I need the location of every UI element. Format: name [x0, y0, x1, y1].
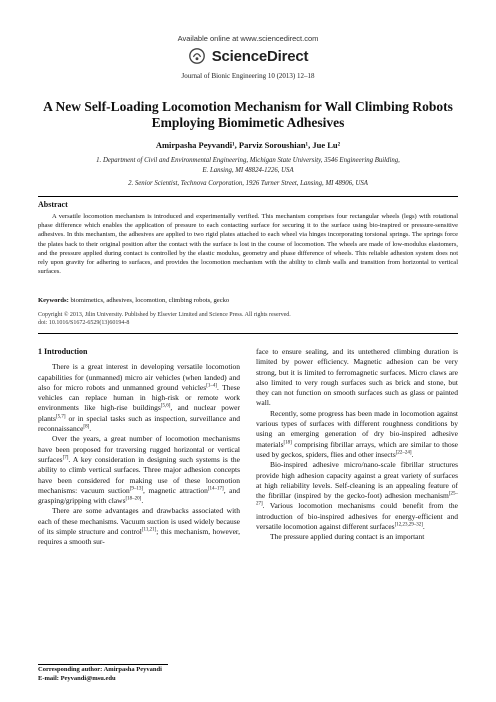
section-heading-introduction: 1 Introduction	[38, 347, 88, 356]
abstract-bottom-rule	[38, 333, 458, 334]
author-list: Amirpasha Peyvandi¹, Parviz Soroushian¹, Jue Lu²	[155, 140, 341, 150]
footnote-rule	[38, 664, 168, 665]
keywords-label: Keywords:	[38, 297, 69, 304]
keywords-list: biomimetics, adhesives, locomotion, climbing robots, gecko	[70, 297, 230, 304]
affiliation-1-line-2: E. Lansing, MI 48824-1226, USA	[202, 166, 294, 174]
affiliation-1-line-1: 1. Department of Civil and Environmental Engineering, Michigan State University, 3546 Engineering Building,	[96, 157, 400, 164]
abstract-heading: Abstract	[38, 200, 68, 209]
abstract-text: A versatile locomotion mechanism is introduced and experimentally verified. This mechanism comprises four rectangular wheels (legs) with rotational phase difference which enables the application of pressure to each contacting surface for securing it to the surface using bio-inspired or pressure-sensitive adhesives. In this mechanism, the adhesives are applied to two rigid plates attached to each wheel via hinges incorporating torsional springs. The springs force the plates back to their original position after the contact with the surface is lost in the course of locomotion. The wheels are made of low-modulus elastomers, and the pressure applied during contact is controlled by the elastic modulus, geometry and phase difference of wheels. This reliable adhesion system does not rely upon gravity for adhering to surfaces, and provides the locomotion mechanism with the ability to climb walls and transition from horizontal to vertical surfaces.	[38, 213, 458, 276]
right-column	[256, 347, 458, 543]
keywords	[38, 297, 458, 304]
right-paragraph-3: Bio-inspired adhesive micro/nano-scale fibrillar structures provide high adhesion capacity against a great variety of surfaces at high reliability levels. Self-cleaning is an appealing feature of the fibrillar (inspired by the gecko-foot) adhesion mechanism[25–27]. Various locomotion mechanisms could benefit from the introduction of bio-inspired adhesives for energy-efficient and versatile locomotion against different surfaces[12,23,29–32].	[256, 460, 458, 532]
left-paragraph-3: There are some advantages and drawbacks associated with each of these mechanisms. Vacuum suction is used widely because of its simple structure and control[11,21]; this mechanism, however, requires a smooth sur-	[38, 506, 240, 547]
journal-citation: Journal of Bionic Engineering 10 (2013) 12–18	[181, 72, 315, 80]
article-title	[40, 99, 456, 131]
right-paragraph-1: face to ensure sealing, and its untethered climbing duration is limited by power efficiency. Magnetic adhesion can be very strong, but it is limited to ferromagnetic surfaces. Micro claws are also limited to very rough surfaces such as brick and stone, but they can not function on smooth surfaces such as glass or painted wall.	[256, 347, 458, 408]
corresponding-author: Corresponding author: Amirpasha Peyvandi	[38, 666, 162, 673]
title-line-1: A New Self-Loading Locomotion Mechanism for Wall Climbing Robots	[43, 99, 453, 114]
left-paragraph-1: There is a great interest in developing versatile locomotion capabilities for (unmanned) micro air vehicles (when landed) and also for micro robots and unmanned ground vehicles[1–4]. These vehicles can replace human in high-risk or remote work environments like high-rise buildings[5,6], and nuclear power plants[5,7] or in special tasks such as inspection, surveillance and reconnaissance[8].	[38, 362, 241, 434]
title-line-2: Employing Biomimetic Adhesives	[151, 115, 345, 130]
affiliation-2: 2. Senior Scientist, Technova Corporation, 1926 Turner Street, Lansing, MI 48906, USA	[128, 180, 368, 187]
sciencedirect-logo-icon	[188, 47, 206, 65]
abstract-top-rule	[38, 196, 458, 197]
corresponding-author-footnote	[38, 666, 162, 683]
copyright-block	[38, 311, 458, 327]
copyright-line: Copyright © 2013, Jilin University. Published by Elsevier Limited and Science Press. All rights reserved.	[38, 312, 291, 318]
availability-banner: Available online at www.sciencedirect.com	[177, 34, 319, 43]
left-paragraph-2: Over the years, a great number of locomotion mechanisms have been proposed for traversing rugged horizontal or vertical surfaces[7]. A key consideration in designing such systems is the ability to climb vertical surfaces. Three major adhesion concepts have been considered for making use of these locomotion mechanisms: vacuum suction[9–13], magnetic attraction[14–17], and grasping/gripping with claws[18–20].	[38, 434, 240, 506]
doi-line: doi: 10.1016/S1672-6529(13)60194-8	[38, 320, 130, 326]
logo-text: ScienceDirect	[211, 47, 309, 65]
right-paragraph-4: The pressure applied during contact is an important	[270, 532, 425, 542]
affiliation-1	[50, 156, 446, 175]
author-email: E-mail: Peyvandi@msu.edu	[38, 674, 116, 682]
publisher-logo	[0, 44, 496, 68]
right-paragraph-2: Recently, some progress has been made in locomotion against various types of surfaces with different roughness conditions by using an emerging generation of dry bio-inspired adhesive materials[18] comprising fibrillar arrays, which are similar to those used by geckos, spiders, flies and other insects[22–24].	[256, 408, 458, 459]
left-column	[38, 347, 240, 548]
